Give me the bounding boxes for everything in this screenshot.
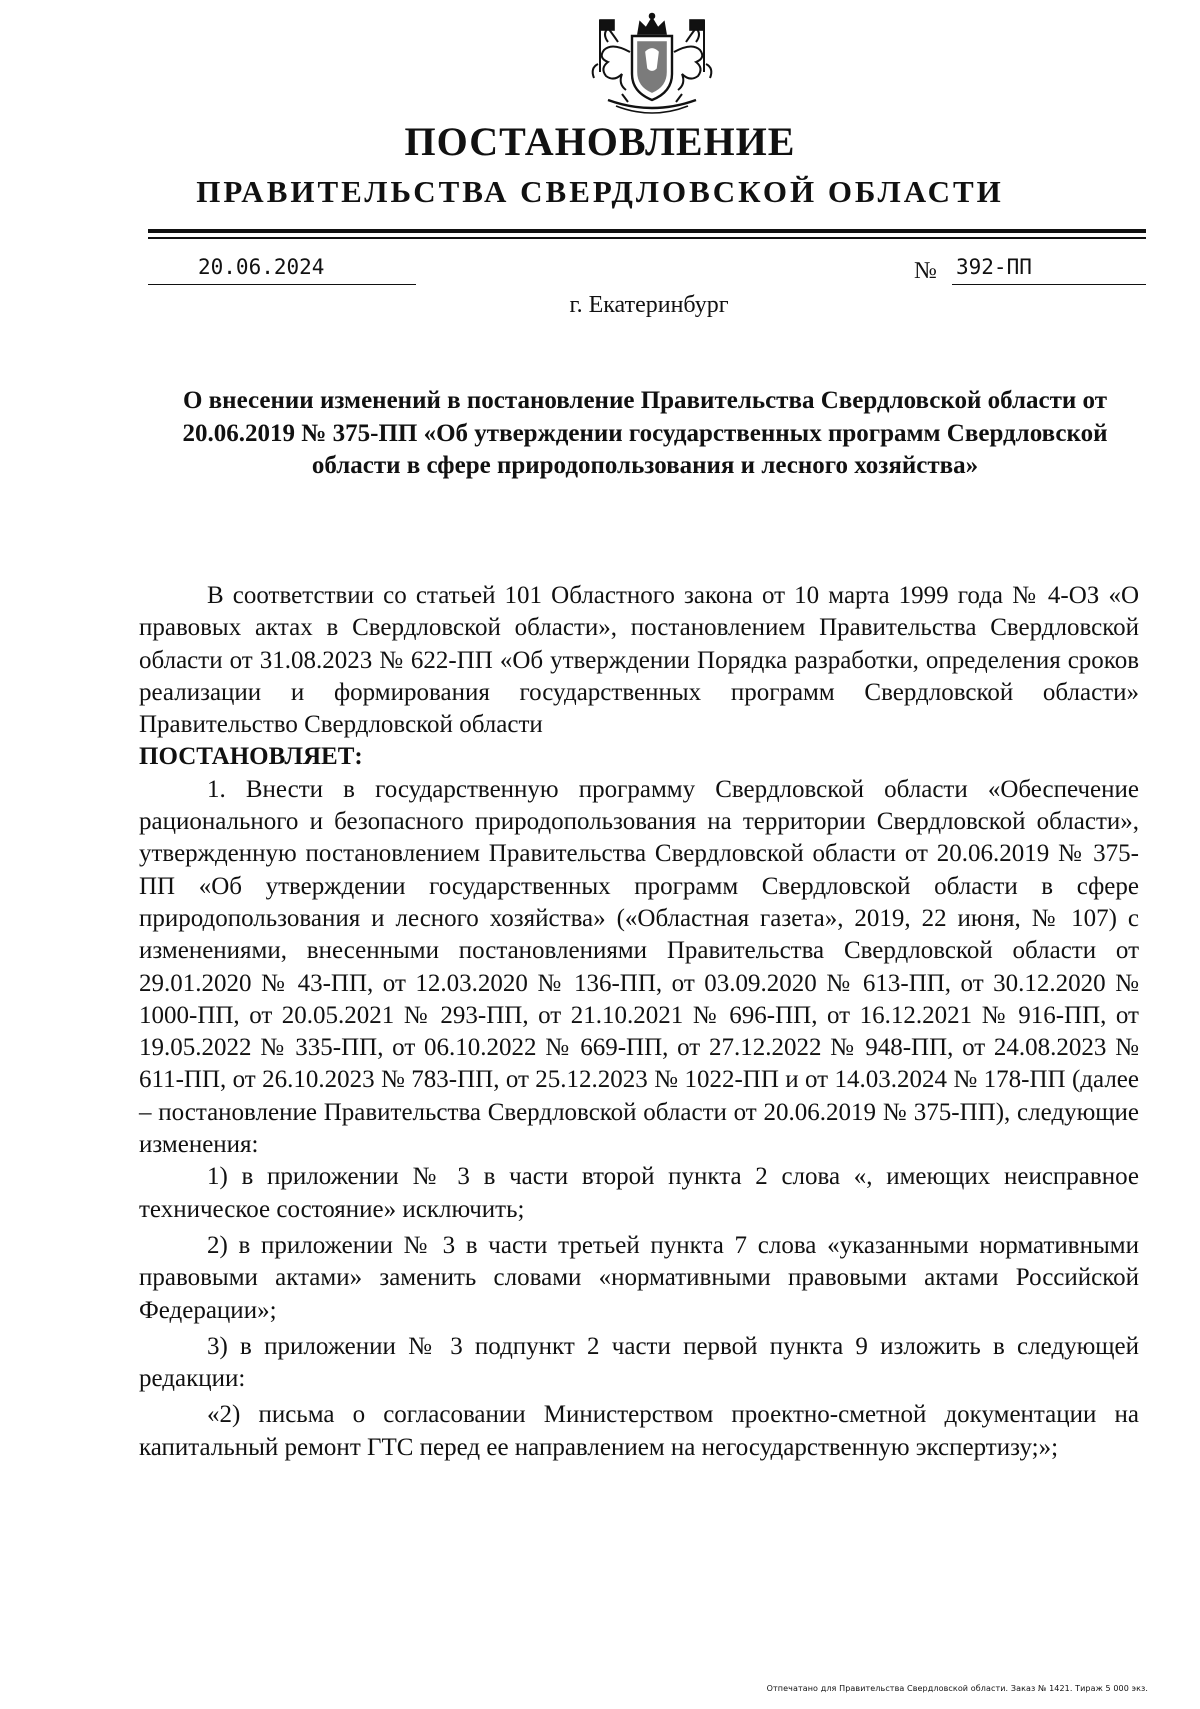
header-divider-thin xyxy=(148,237,1146,239)
preamble-paragraph: В соответствии со статьей 101 Областного закона от 10 марта 1999 года № 4-ОЗ «О правовых актах в Свердловской области», постановлением Правительства Свердловской области от 31.08.2023 № 622-ПП «Об утверждении Порядка разработки, определения сроков реализации и формирования государственных программ Свердловской области» Правительство Свердловской области xyxy=(139,582,1139,739)
header-divider-thick xyxy=(148,229,1146,233)
subitem-2-paragraph: 2) в приложении № 3 в части третьей пункта 7 слова «указанными нормативными правовыми актами» заменить словами «нормативными правовыми актами Российской Федерации»; xyxy=(139,1231,1139,1324)
number-sign: № xyxy=(914,258,937,284)
sverdlovsk-coat-of-arms-icon xyxy=(578,12,726,116)
issuing-authority: ПРАВИТЕЛЬСТВА СВЕРДЛОВСКОЙ ОБЛАСТИ xyxy=(196,174,1004,209)
subitem-3-paragraph: 3) в приложении № 3 подпункт 2 части первой пункта 9 изложить в следующей редакции: xyxy=(139,1332,1139,1393)
document-type-title: ПОСТАНОВЛЕНИЕ xyxy=(404,119,796,164)
item-1-paragraph: 1. Внести в государственную программу Свердловской области «Обеспечение рационального и безопасного природопользования на территории Свердловской области», утвержденную постановлением Правительства Свердловской области от 20.06.2019 № 375-ПП «Об утверждении государственных программ Свердловской области в сфере природопользования и лесного хозяйства» («Областная газета», 2019, 22 июня, № 107) с изменениями, внесенными постановлениями Правительства Свердловской области от 29.01.2020 № 43-ПП, от 12.03.2020 № 136-ПП, от 03.09.2020 № 613-ПП, от 30.12.2020 № 1000-ПП, от 20.05.2021 № 293-ПП, от 21.10.2021 № 696-ПП, от 16.12.2021 № 916-ПП, от 19.05.2022 № 335-ПП, от 06.10.2022 № 669-ПП, от 27.12.2022 № 948-ПП, от 24.08.2023 № 611-ПП, от 26.10.2023 № 783-ПП, от 25.12.2023 № 1022-ПП и от 14.03.2024 № 178-ПП (далее – постановление Правительства Свердловской области от 20.06.2019 № 375-ПП), следующие изменения: xyxy=(139,775,1139,1159)
subitem-1-paragraph: 1) в приложении № 3 в части второй пункта 2 слова «, имеющих неисправное техническое состояние» исключить; xyxy=(139,1163,1139,1223)
document-heading: О внесении изменений в постановление Правительства Свердловской области от 20.06.2019 № 375-ПП «Об утверждении государственных программ Свердловской области в сфере природопользования и лесного хозяйства» xyxy=(182,387,1108,479)
document-body xyxy=(139,580,1139,1464)
print-imprint-footer: Отпечатано для Правительства Свердловской области. Заказ № 1421. Тираж 5 000 экз. xyxy=(766,1684,1148,1693)
decree-word: ПОСТАНОВЛЯЕТ: xyxy=(139,743,363,771)
document-number: 392-ПП xyxy=(952,250,1146,285)
quoted-text-paragraph: «2) письма о согласовании Министерством проектно-сметной документации на капитальный ремонт ГТС перед ее направлением на негосударственную экспертизу;»; xyxy=(139,1401,1139,1461)
document-date: 20.06.2024 xyxy=(148,250,416,285)
city-of-issue: г. Екатеринбург xyxy=(569,292,729,318)
